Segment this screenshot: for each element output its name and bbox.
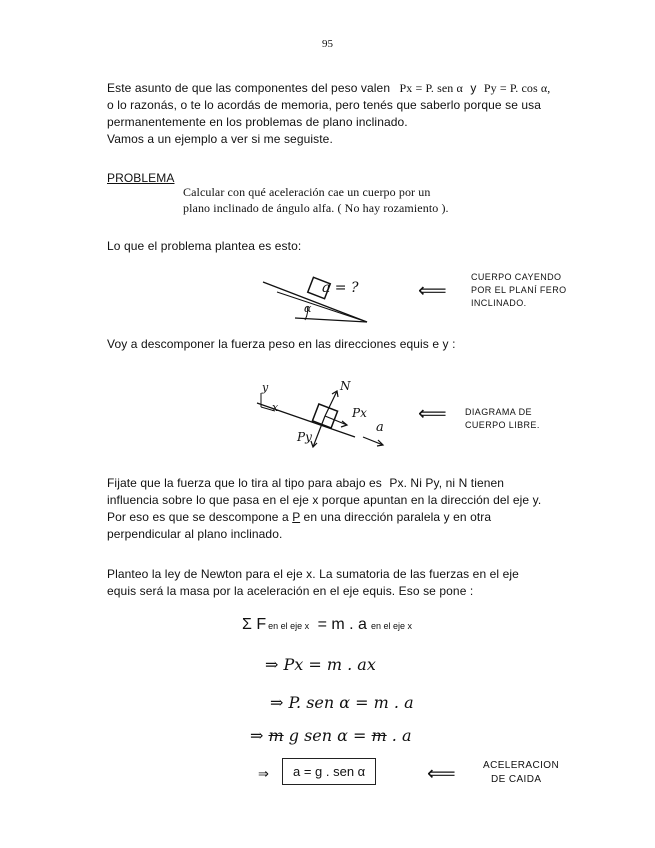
fijate-line-2: influencia sobre lo que pasa en el eje x porque apuntan en la dirección del eje y. (107, 493, 542, 507)
cancelled-m-left: m (268, 726, 284, 745)
cancel-mid: g sen α = (283, 726, 372, 745)
sub-2: en el eje x (370, 621, 412, 631)
problem-line-2: plano inclinado de ángulo alfa. ( No hay rozamiento ). (183, 201, 449, 215)
y-axis-label: y (262, 381, 269, 394)
py-force-label: Py (297, 430, 312, 444)
fijate-line-3 (107, 509, 491, 525)
fijate-text-e: en una dirección paralela y en otra (303, 510, 492, 524)
intro-line-4: Vamos a un ejemplo a ver si me seguiste. (107, 132, 333, 146)
newton-line-2: equis será la masa por la aceleración en el eje equis. Eso se pone : (107, 584, 474, 598)
py-expression: Py = P. cos α, (483, 81, 551, 95)
newton-line-1: Planteo la ley de Newton para el eje x. La sumatoria de las fuerzas en el eje (107, 567, 519, 581)
fijate-line-1 (107, 475, 504, 491)
problem-heading: PROBLEMA (107, 171, 175, 185)
py-symbol: Py (425, 476, 439, 490)
px-expression: Px = P. sen α (399, 81, 463, 95)
caption-1-line-1: CUERPO CAYENDO (471, 272, 562, 282)
caption-2-line-2: CUERPO LIBRE. (465, 420, 540, 430)
p-vector-symbol: P (292, 510, 301, 524)
fijate-text-b: . Ni (403, 476, 422, 490)
inclined-plane-diagram (255, 268, 385, 328)
alpha-label: α (304, 302, 312, 315)
plantea-text: Lo que el problema plantea es esto: (107, 239, 302, 253)
equation-psen: ⇒ P. sen α = m . a (270, 693, 414, 712)
page-number: 95 (322, 38, 333, 50)
equals-ma: = m . a (317, 616, 367, 633)
left-arrow-icon: ⟸ (418, 280, 447, 302)
equation-cancel (250, 726, 412, 745)
equation-px: ⇒ Px = m . ax (265, 655, 376, 674)
acceleration-vector (363, 437, 383, 445)
fijate-line-4: perpendicular al plano inclinado. (107, 527, 283, 541)
final-caption-line-2: DE CAIDA (491, 774, 542, 785)
left-arrow-icon-2: ⟸ (418, 403, 447, 425)
acceleration-question-label: a = ? (322, 280, 359, 296)
intro-line-1 (107, 80, 550, 96)
intro-line-2: o lo razonás, o te lo acordás de memoria, pero tenés que saberlo porque se usa (107, 98, 542, 112)
descompose-text: Voy a descomponer la fuerza peso en las direcciones equis e y : (107, 337, 456, 351)
sub-1: en el eje x (268, 621, 310, 631)
normal-force-label: N (340, 379, 351, 393)
cancelled-m-right: m (371, 726, 387, 745)
final-implies-arrow: ⇒ (258, 766, 269, 781)
incline-line-2 (277, 292, 367, 322)
cancel-end: . a (386, 726, 412, 745)
intro-line-3: permanentemente en los problemas de plano inclinado. (107, 115, 408, 129)
fijate-text-c: , ni N tienen (438, 476, 505, 490)
py-vector (313, 416, 325, 447)
caption-1-line-3: INCLINADO. (471, 298, 527, 308)
newton-equation (242, 616, 412, 634)
problem-line-1: Calcular con qué aceleración cae un cuerpo por un (183, 185, 431, 199)
px-vector (325, 416, 347, 425)
left-arrow-icon-3: ⟸ (427, 763, 456, 785)
fijate-text-a: Fijate que la fuerza que lo tira al tipo para abajo es (107, 476, 382, 490)
fijate-text-d: Por eso es que se descompone a (107, 510, 289, 524)
cancel-arrow: ⇒ (250, 726, 269, 745)
final-caption-line-1: ACELERACION (483, 760, 560, 771)
caption-1-line-2: POR EL PLANÍ FERO (471, 285, 567, 295)
px-symbol: Px (389, 476, 404, 490)
y-word: y (470, 81, 477, 95)
sum-symbol: Σ F (242, 616, 267, 633)
acceleration-label: a (376, 420, 384, 435)
caption-2-line-1: DIAGRAMA DE (465, 407, 532, 417)
normal-vector (325, 391, 337, 416)
intro-line-1-text: Este asunto de que las componentes del peso valen (107, 81, 391, 95)
final-result-box: a = g . sen α (282, 758, 376, 785)
px-force-label: Px (352, 406, 367, 420)
x-axis-label: x (272, 401, 279, 414)
